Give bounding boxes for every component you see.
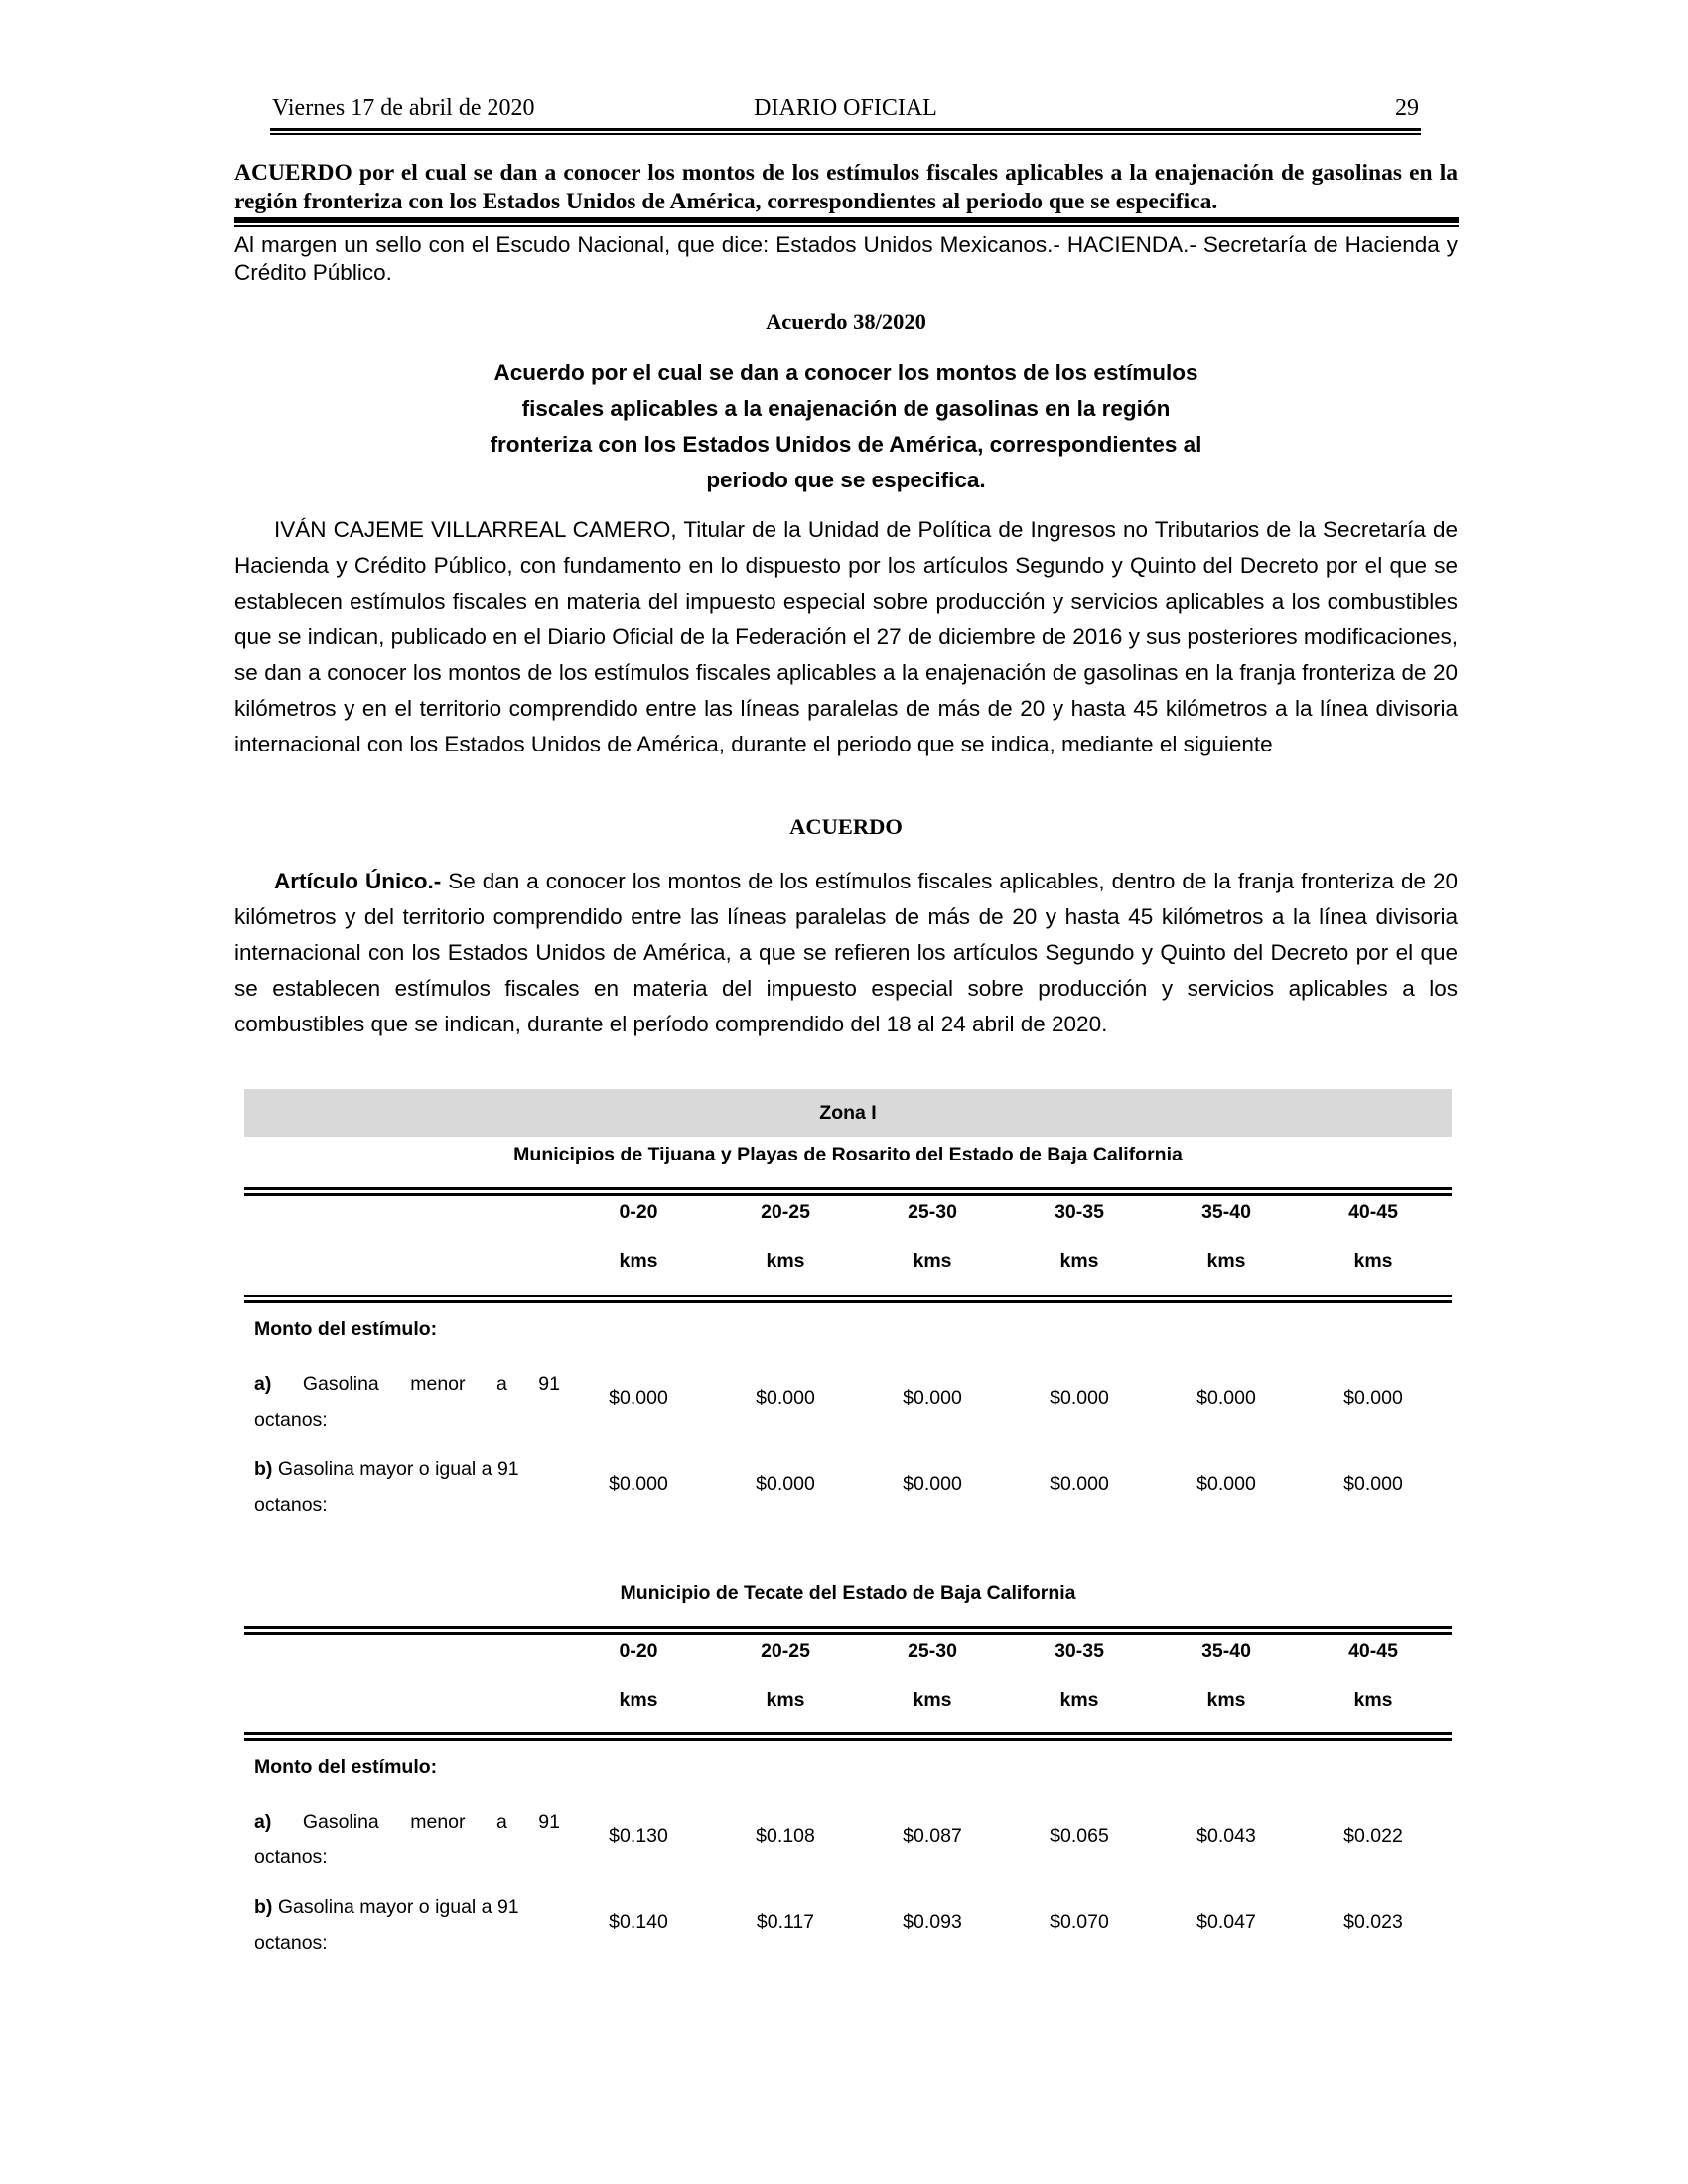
row-label: a) Gasolina menor a 91 octanos:: [254, 1373, 560, 1431]
column-header: 40-45 kms: [1348, 1201, 1398, 1272]
table-rule: [244, 1626, 1452, 1629]
table-cell: $0.130: [609, 1825, 668, 1846]
table-rule: [244, 1738, 1452, 1741]
articulo-unico-paragraph: [234, 864, 1458, 1042]
table-rule: [244, 1732, 1452, 1735]
subtitle-line: Acuerdo por el cual se dan a conocer los montos de los estímulos: [493, 360, 1198, 385]
column-header: 25-30 kms: [908, 1640, 957, 1710]
row-label: b) Gasolina mayor o igual a 91 octanos:: [254, 1896, 519, 1954]
column-header: 0-20 kms: [619, 1640, 658, 1710]
subtitle-line: periodo que se especifica.: [706, 468, 986, 492]
table-cell: $0.047: [1196, 1911, 1256, 1933]
column-header: 20-25 kms: [761, 1640, 810, 1710]
column-header: 20-25 kms: [761, 1201, 810, 1272]
table-cell: $0.140: [609, 1911, 668, 1933]
table-cell: $0.000: [756, 1473, 815, 1495]
articulo-label: Artículo Único.-: [274, 869, 442, 893]
column-header: 30-35 kms: [1055, 1201, 1104, 1272]
table-cell: $0.000: [1343, 1387, 1403, 1409]
document-title: ACUERDO por el cual se dan a conocer los montos de los estímulos fiscales aplicables a la enajenación de gasolinas en la región fronteriza con los Estados Unidos de América, correspondientes al periodo que se especifica.: [234, 160, 1458, 214]
row-label: a) Gasolina menor a 91 octanos:: [254, 1811, 560, 1868]
table-rule: [244, 1193, 1452, 1196]
table-cell: $0.000: [1343, 1473, 1403, 1495]
table-cell: $0.000: [1196, 1473, 1256, 1495]
preamble-paragraph: IVÁN CAJEME VILLARREAL CAMERO, Titular de la Unidad de Política de Ingresos no Tributarios de la Secretaría de Hacienda y Crédito Público, con fundamento en lo dispuesto por los artículos Segundo y Quinto del Decreto por el que se establecen estímulos fiscales en materia del impuesto especial sobre producción y servicios aplicables a los combustibles que se indican, publicado en el Diario Oficial de la Federación el 27 de diciembre de 2016 y sus posteriores modificaciones, se dan a conocer los montos de los estímulos fiscales aplicables a la enajenación de gasolinas en la franja fronteriza de 20 kilómetros y en el territorio comprendido entre las líneas paralelas de más de 20 y hasta 45 kilómetros a la línea divisoria internacional con los Estados Unidos de América, durante el periodo que se indica, mediante el siguiente: [234, 517, 1458, 756]
column-header: 35-40 kms: [1201, 1640, 1251, 1710]
title-rule: [234, 225, 1459, 227]
table-cell: $0.000: [1196, 1387, 1256, 1409]
column-header: 30-35 kms: [1055, 1640, 1104, 1710]
table-cell: $0.087: [903, 1825, 962, 1846]
table-cell: $0.065: [1050, 1825, 1109, 1846]
table-rule: [244, 1300, 1452, 1303]
subtitle: [417, 355, 1275, 498]
table-cell: $0.043: [1196, 1825, 1256, 1846]
column-header: 35-40 kms: [1201, 1201, 1251, 1272]
header-publication: DIARIO OFICIAL: [754, 95, 937, 121]
title-rule: [234, 217, 1459, 223]
header-rule: [270, 128, 1421, 131]
acuerdo-number: Acuerdo 38/2020: [766, 309, 926, 334]
table-rule: [244, 1187, 1452, 1190]
table-cell: $0.117: [756, 1911, 815, 1933]
section-label: Monto del estímulo:: [254, 1318, 438, 1340]
table-cell: $0.093: [903, 1911, 962, 1933]
table-cell: $0.070: [1050, 1911, 1109, 1933]
table-cell: $0.000: [609, 1473, 668, 1495]
margin-note: Al margen un sello con el Escudo Nacional, que dice: Estados Unidos Mexicanos.- HACIENDA.- Secretaría de Hacienda y Crédito Público.: [234, 232, 1458, 285]
table-cell: $0.000: [903, 1473, 962, 1495]
table-cell: $0.000: [903, 1387, 962, 1409]
table-cell: $0.000: [756, 1387, 815, 1409]
column-header: 0-20 kms: [619, 1201, 658, 1272]
column-header: 25-30 kms: [908, 1201, 957, 1272]
table-rule: [244, 1632, 1452, 1635]
table-rule: [244, 1295, 1452, 1297]
running-header: [272, 95, 1419, 129]
table-cell: $0.022: [1343, 1825, 1403, 1846]
column-header: 40-45 kms: [1348, 1640, 1398, 1710]
subtitle-line: fiscales aplicables a la enajenación de gasolinas en la región: [521, 396, 1171, 421]
articulo-text: Se dan a conocer los montos de los estímulos fiscales aplicables, dentro de la franja fronteriza de 20 kilómetros y del territorio comprendido entre las líneas paralelas de más de 20 y hasta 45 kilómetros a la línea divisoria internacional con los Estados Unidos de América, a que se refieren los artículos Segundo y Quinto del Decreto por el que se establecen estímulos fiscales en materia del impuesto especial sobre producción y servicios aplicables a los combustibles que se indican, durante el período comprendido del 18 al 24 abril de 2020.: [234, 869, 1458, 1036]
table-title: Municipio de Tecate del Estado de Baja California: [620, 1582, 1076, 1604]
table-cell: $0.000: [609, 1387, 668, 1409]
table-cell: $0.000: [1050, 1387, 1109, 1409]
table-cell: $0.108: [756, 1825, 815, 1846]
zone-band: Zona I: [244, 1089, 1452, 1137]
subtitle-line: fronteriza con los Estados Unidos de América, correspondientes al: [490, 432, 1202, 457]
section-label: Monto del estímulo:: [254, 1756, 438, 1778]
table-title: Municipios de Tijuana y Playas de Rosarito del Estado de Baja California: [513, 1144, 1183, 1165]
acuerdo-heading: ACUERDO: [789, 814, 903, 839]
table-cell: $0.000: [1050, 1473, 1109, 1495]
table-cell: $0.023: [1343, 1911, 1403, 1933]
row-label: b) Gasolina mayor o igual a 91 octanos:: [254, 1458, 519, 1516]
header-rule: [270, 133, 1421, 135]
page-number: 29: [1395, 95, 1419, 121]
header-date: Viernes 17 de abril de 2020: [272, 95, 535, 121]
